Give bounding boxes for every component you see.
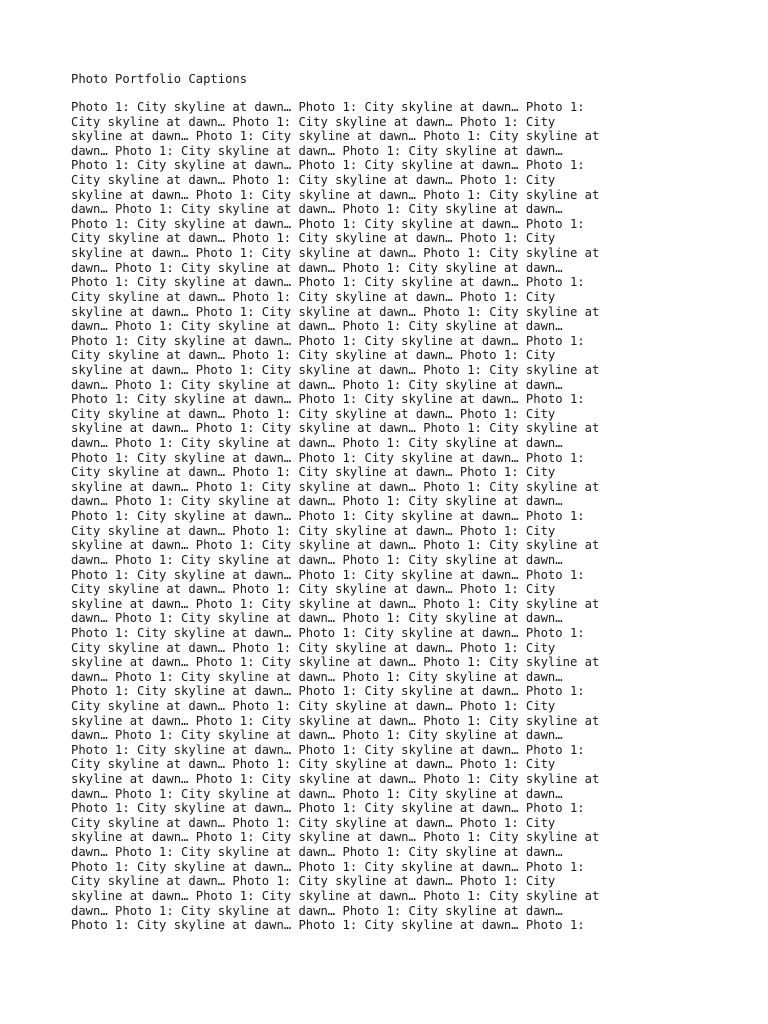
body-text-line: skyline at dawn… Photo 1: City skyline at dawn… Photo 1: City skyline at <box>71 362 600 377</box>
body-text-line: City skyline at dawn… Photo 1: City skyline at dawn… Photo 1: City <box>71 406 556 421</box>
body-text-line: skyline at dawn… Photo 1: City skyline at dawn… Photo 1: City skyline at <box>71 304 600 319</box>
body-text-line: skyline at dawn… Photo 1: City skyline at dawn… Photo 1: City skyline at <box>71 596 600 611</box>
body-text-line: dawn… Photo 1: City skyline at dawn… Photo 1: City skyline at dawn… <box>71 786 563 801</box>
body-text-line: Photo 1: City skyline at dawn… Photo 1: City skyline at dawn… Photo 1: <box>71 333 585 348</box>
body-text-line: Photo 1: City skyline at dawn… Photo 1: City skyline at dawn… Photo 1: <box>71 918 585 933</box>
body-text-line: skyline at dawn… Photo 1: City skyline at dawn… Photo 1: City skyline at <box>71 538 600 553</box>
body-text-line: dawn… Photo 1: City skyline at dawn… Photo 1: City skyline at dawn… <box>71 669 563 684</box>
body-text-line: Photo 1: City skyline at dawn… Photo 1: City skyline at dawn… Photo 1: <box>71 158 585 173</box>
body-text-line: skyline at dawn… Photo 1: City skyline at dawn… Photo 1: City skyline at <box>71 246 600 261</box>
body-text-line: City skyline at dawn… Photo 1: City skyline at dawn… Photo 1: City <box>71 348 556 363</box>
body-text-line: City skyline at dawn… Photo 1: City skyline at dawn… Photo 1: City <box>71 757 556 772</box>
body-text-line: skyline at dawn… Photo 1: City skyline at dawn… Photo 1: City skyline at <box>71 479 600 494</box>
body-text-line: dawn… Photo 1: City skyline at dawn… Photo 1: City skyline at dawn… <box>71 436 563 451</box>
body-text-line: City skyline at dawn… Photo 1: City skyline at dawn… Photo 1: City <box>71 815 556 830</box>
body-text-line: Photo 1: City skyline at dawn… Photo 1: City skyline at dawn… Photo 1: <box>71 742 585 757</box>
body-text-line: skyline at dawn… Photo 1: City skyline at dawn… Photo 1: City skyline at <box>71 129 600 144</box>
body-text-line: Photo 1: City skyline at dawn… Photo 1: City skyline at dawn… Photo 1: <box>71 509 585 524</box>
body-text-line: dawn… Photo 1: City skyline at dawn… Photo 1: City skyline at dawn… <box>71 845 563 860</box>
body-text-line: skyline at dawn… Photo 1: City skyline at dawn… Photo 1: City skyline at <box>71 655 600 670</box>
body-text-line: dawn… Photo 1: City skyline at dawn… Photo 1: City skyline at dawn… <box>71 202 563 217</box>
body-text-line: City skyline at dawn… Photo 1: City skyline at dawn… Photo 1: City <box>71 640 556 655</box>
body-text-line: Photo 1: City skyline at dawn… Photo 1: City skyline at dawn… Photo 1: <box>71 450 585 465</box>
body-text-line: City skyline at dawn… Photo 1: City skyline at dawn… Photo 1: City <box>71 465 556 480</box>
body-text-line: City skyline at dawn… Photo 1: City skyline at dawn… Photo 1: City <box>71 874 556 889</box>
body-text-line: City skyline at dawn… Photo 1: City skyline at dawn… Photo 1: City <box>71 114 556 129</box>
body-text-line: City skyline at dawn… Photo 1: City skyline at dawn… Photo 1: City <box>71 173 556 188</box>
body-text-line: Photo 1: City skyline at dawn… Photo 1: City skyline at dawn… Photo 1: <box>71 567 585 582</box>
body-text-line: skyline at dawn… Photo 1: City skyline at dawn… Photo 1: City skyline at <box>71 830 600 845</box>
body-text-line: skyline at dawn… Photo 1: City skyline at dawn… Photo 1: City skyline at <box>71 421 600 436</box>
body-text-line: dawn… Photo 1: City skyline at dawn… Photo 1: City skyline at dawn… <box>71 143 563 158</box>
body-text-line: City skyline at dawn… Photo 1: City skyline at dawn… Photo 1: City <box>71 582 556 597</box>
body-text-line: Photo 1: City skyline at dawn… Photo 1: City skyline at dawn… Photo 1: <box>71 392 585 407</box>
body-text-line: dawn… Photo 1: City skyline at dawn… Photo 1: City skyline at dawn… <box>71 903 563 918</box>
body-text-line: City skyline at dawn… Photo 1: City skyline at dawn… Photo 1: City <box>71 289 556 304</box>
body-text-line: Photo 1: City skyline at dawn… Photo 1: City skyline at dawn… Photo 1: <box>71 625 585 640</box>
body-text-line: dawn… Photo 1: City skyline at dawn… Photo 1: City skyline at dawn… <box>71 728 563 743</box>
body-text-line: City skyline at dawn… Photo 1: City skyline at dawn… Photo 1: City <box>71 698 556 713</box>
body-text-line: skyline at dawn… Photo 1: City skyline at dawn… Photo 1: City skyline at <box>71 888 600 903</box>
body-text-line: City skyline at dawn… Photo 1: City skyline at dawn… Photo 1: City <box>71 231 556 246</box>
body-text-line: dawn… Photo 1: City skyline at dawn… Photo 1: City skyline at dawn… <box>71 552 563 567</box>
body-text-line: Photo 1: City skyline at dawn… Photo 1: City skyline at dawn… Photo 1: <box>71 216 585 231</box>
body-text-line: Photo 1: City skyline at dawn… Photo 1: City skyline at dawn… Photo 1: <box>71 859 585 874</box>
body-text-line: skyline at dawn… Photo 1: City skyline at dawn… Photo 1: City skyline at <box>71 772 600 787</box>
body-text-line: dawn… Photo 1: City skyline at dawn… Photo 1: City skyline at dawn… <box>71 260 563 275</box>
body-text-line: skyline at dawn… Photo 1: City skyline at dawn… Photo 1: City skyline at <box>71 713 600 728</box>
document-title: Photo Portfolio Captions <box>71 72 248 86</box>
body-text-line: Photo 1: City skyline at dawn… Photo 1: City skyline at dawn… Photo 1: <box>71 275 585 290</box>
body-text-line: dawn… Photo 1: City skyline at dawn… Photo 1: City skyline at dawn… <box>71 494 563 509</box>
body-text-line: Photo 1: City skyline at dawn… Photo 1: City skyline at dawn… Photo 1: <box>71 100 585 114</box>
body-text-line: Photo 1: City skyline at dawn… Photo 1: City skyline at dawn… Photo 1: <box>71 801 585 816</box>
body-text-line: City skyline at dawn… Photo 1: City skyline at dawn… Photo 1: City <box>71 523 556 538</box>
body-text-line: dawn… Photo 1: City skyline at dawn… Photo 1: City skyline at dawn… <box>71 611 563 626</box>
body-text-line: skyline at dawn… Photo 1: City skyline at dawn… Photo 1: City skyline at <box>71 187 600 202</box>
body-text-line: dawn… Photo 1: City skyline at dawn… Photo 1: City skyline at dawn… <box>71 377 563 392</box>
document-body-text <box>71 100 599 933</box>
body-text-line: Photo 1: City skyline at dawn… Photo 1: City skyline at dawn… Photo 1: <box>71 684 585 699</box>
body-text-line: dawn… Photo 1: City skyline at dawn… Photo 1: City skyline at dawn… <box>71 319 563 334</box>
